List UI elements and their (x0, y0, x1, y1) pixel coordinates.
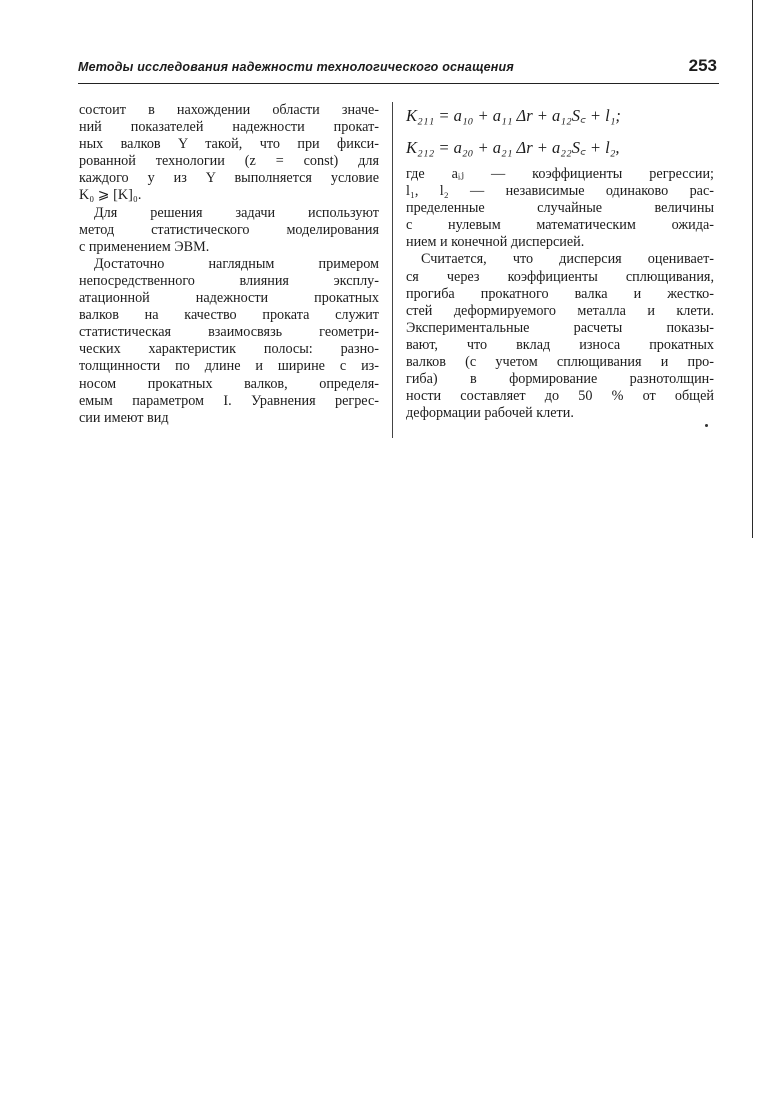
text-line: ности составляет до 50 % от общей (406, 388, 714, 405)
text-line: с применением ЭВМ. (79, 238, 210, 255)
text-line: где aᵢⱼ — коэффициенты регрессии; (406, 166, 714, 182)
text-line: гиба) в формирование разнотолщин- (406, 371, 714, 388)
text-line: нием и конечной дисперсией. (406, 234, 585, 251)
text-line: рованной технологии (z = const) для (79, 153, 379, 170)
paragraph-dispersion (406, 251, 714, 422)
text-line: стей деформируемого металла и клети. (406, 302, 714, 319)
text-line: валков (с учетом сплющивания и про- (406, 354, 714, 371)
text-line: ческих характеристик полосы: разно- (79, 341, 379, 358)
text-line: состоит в нахождении области значе- (79, 102, 379, 118)
paragraph-continuation (79, 102, 379, 205)
paragraph-method (79, 205, 379, 256)
text-line: ных валков Y такой, что при фикси- (79, 136, 379, 153)
left-column (79, 102, 379, 427)
regression-equations (406, 102, 714, 162)
text-line: с нулевым математическим ожида- (406, 217, 714, 234)
text-line: носом прокатных валков, определя- (79, 375, 379, 392)
text-line: Достаточно наглядным примером (94, 255, 379, 272)
text-line: атационной надежности прокатных (79, 290, 379, 307)
paragraph-definitions (406, 166, 714, 251)
text-line: Считается, что дисперсия оценивает- (421, 251, 714, 268)
running-header (78, 56, 719, 80)
running-header-title: Методы исследования надежности технологического оснащения (78, 60, 514, 74)
column-divider (392, 102, 393, 438)
paragraph-example (79, 256, 379, 427)
text-line: Экспериментальные расчеты показы- (406, 319, 714, 336)
text-line: статистическая взаимосвязь геометри- (79, 324, 379, 341)
text-line: каждого y из Y выполняется условие (79, 170, 379, 187)
page-edge-rule (752, 0, 753, 538)
text-line: прогиба прокатного валка и жестко- (406, 285, 714, 302)
print-speck (705, 424, 708, 427)
text-line: валков на качество проката служит (79, 307, 379, 324)
text-line: Для решения задачи используют (94, 204, 379, 221)
page-number: 253 (688, 56, 717, 75)
text-line: метод статистического моделирования (79, 221, 379, 238)
equation-k211: K₂₁₁ = a₁₀ + a₁₁ Δr + a₁₂S꜀ + l₁; (406, 106, 621, 125)
text-line: K₀ ⩾ [K]₀. (79, 187, 142, 204)
text-line: вают, что вклад износа прокатных (406, 336, 714, 353)
equation-k212: K₂₁₂ = a₂₀ + a₂₁ Δr + a₂₂S꜀ + l₂, (406, 138, 620, 157)
text-line: l₁, l₂ — независимые одинаково рас- (406, 183, 714, 200)
right-column (406, 102, 714, 422)
header-rule (78, 83, 719, 84)
text-line: толщинности по длине и ширине с из- (79, 358, 379, 375)
text-line: пределенные случайные величины (406, 200, 714, 217)
text-line: сии имеют вид (79, 409, 169, 426)
text-line: ся через коэффициенты сплющивания, (406, 268, 714, 285)
text-line: непосредственного влияния эксплу- (79, 272, 379, 289)
text-line: емым параметром I. Уравнения регрес- (79, 392, 379, 409)
text-line: деформации рабочей клети. (406, 405, 574, 422)
text-line: ний показателей надежности прокат- (79, 119, 379, 136)
